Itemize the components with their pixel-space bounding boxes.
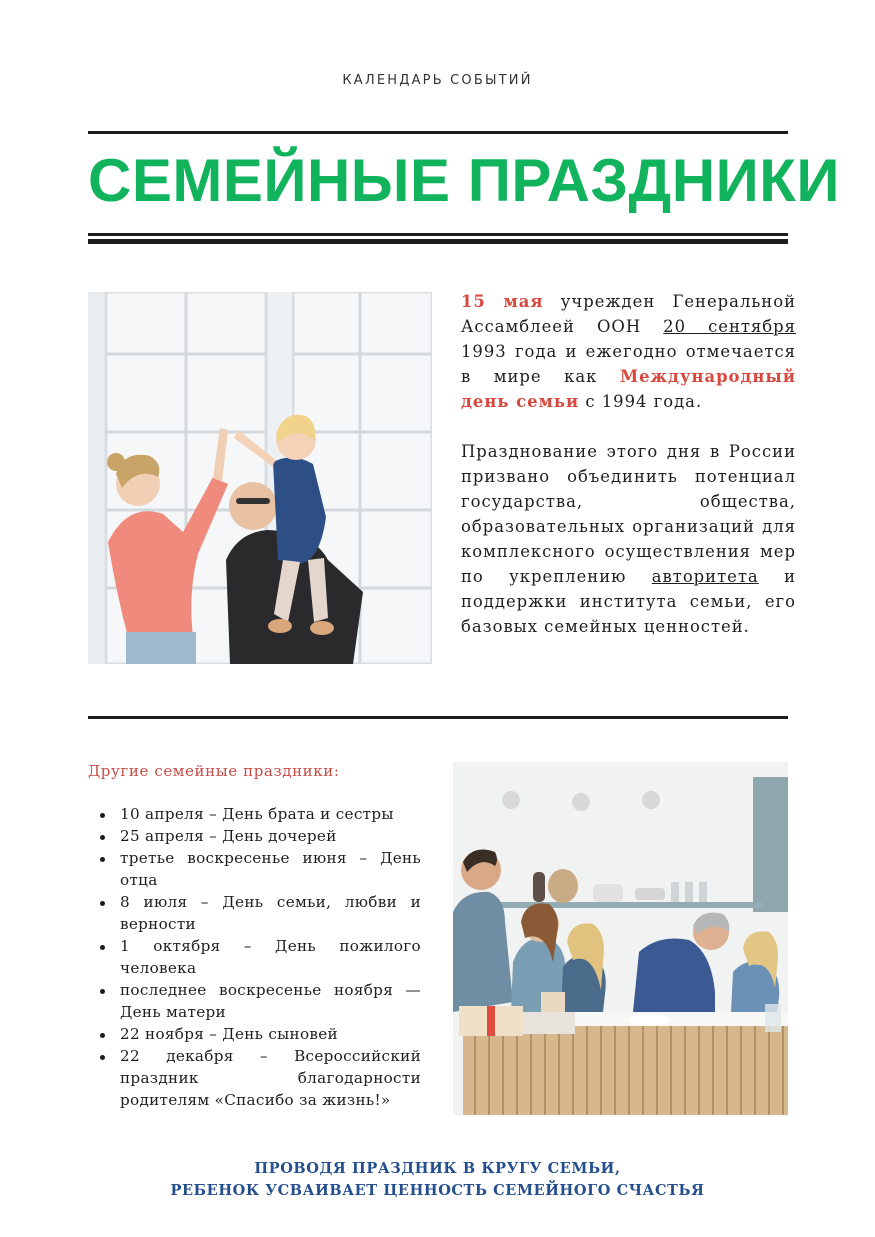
authority-underlined: авторитета xyxy=(651,567,759,586)
list-item: 22 ноября – День сыновей xyxy=(98,1023,421,1045)
intro-text-fragment: и поддержки института семьи, его базовых семейных ценностей. xyxy=(461,567,796,636)
footer-slogan xyxy=(0,1158,875,1202)
list-item: 25 апреля – День дочерей xyxy=(98,825,421,847)
family-dancing-photo xyxy=(88,292,432,664)
top-divider xyxy=(88,131,788,134)
list-item: 10 апреля – День брата и сестры xyxy=(98,803,421,825)
title-divider-thin xyxy=(88,233,788,236)
list-item: последнее воскресенье ноября — День матери xyxy=(98,979,421,1023)
holiday-name: Международный день семьи xyxy=(461,367,796,411)
footer-line-2: РЕБЕНОК УСВАИВАЕТ ЦЕННОСТЬ СЕМЕЙНОГО СЧАСТЬЯ xyxy=(170,1182,705,1199)
list-item: третье воскресенье июня – День отца xyxy=(98,847,421,891)
intro-text-fragment: с 1994 года. xyxy=(579,392,703,411)
other-holidays-heading: Другие семейные праздники: xyxy=(88,762,340,780)
section-divider xyxy=(88,716,788,719)
page-title: СЕМЕЙНЫЕ ПРАЗДНИКИ xyxy=(88,147,840,214)
intro-text xyxy=(461,289,796,639)
family-kitchen-photo xyxy=(453,762,788,1115)
section-overline: КАЛЕНДАРЬ СОБЫТИЙ xyxy=(342,73,533,88)
intro-text-fragment: учрежден Генеральной Ассамблеей ООН xyxy=(461,292,796,336)
intro-text-fragment: 1993 года и ежегодно отмечается в мире как xyxy=(461,342,796,386)
intro-paragraph-1 xyxy=(461,289,796,414)
list-item: 8 июля – День семьи, любви и верности xyxy=(98,891,421,935)
holiday-list xyxy=(98,803,421,1111)
list-item: 22 декабря – Всероссийский праздник благодарности родителям «Спасибо за жизнь!» xyxy=(98,1045,421,1111)
title-divider-thick xyxy=(88,239,788,244)
intro-date: 15 мая xyxy=(461,292,544,311)
intro-paragraph-2 xyxy=(461,439,796,639)
list-item: 1 октября – День пожилого человека xyxy=(98,935,421,979)
un-date: 20 сентября xyxy=(663,317,796,336)
footer-line-1: ПРОВОДЯ ПРАЗДНИК В КРУГУ СЕМЬИ, xyxy=(254,1160,621,1177)
intro-text-fragment: Празднование этого дня в России призвано объединить потенциал государства, общества, образовательных организаций для комплексного осуществления мер по укреплению xyxy=(461,442,796,586)
